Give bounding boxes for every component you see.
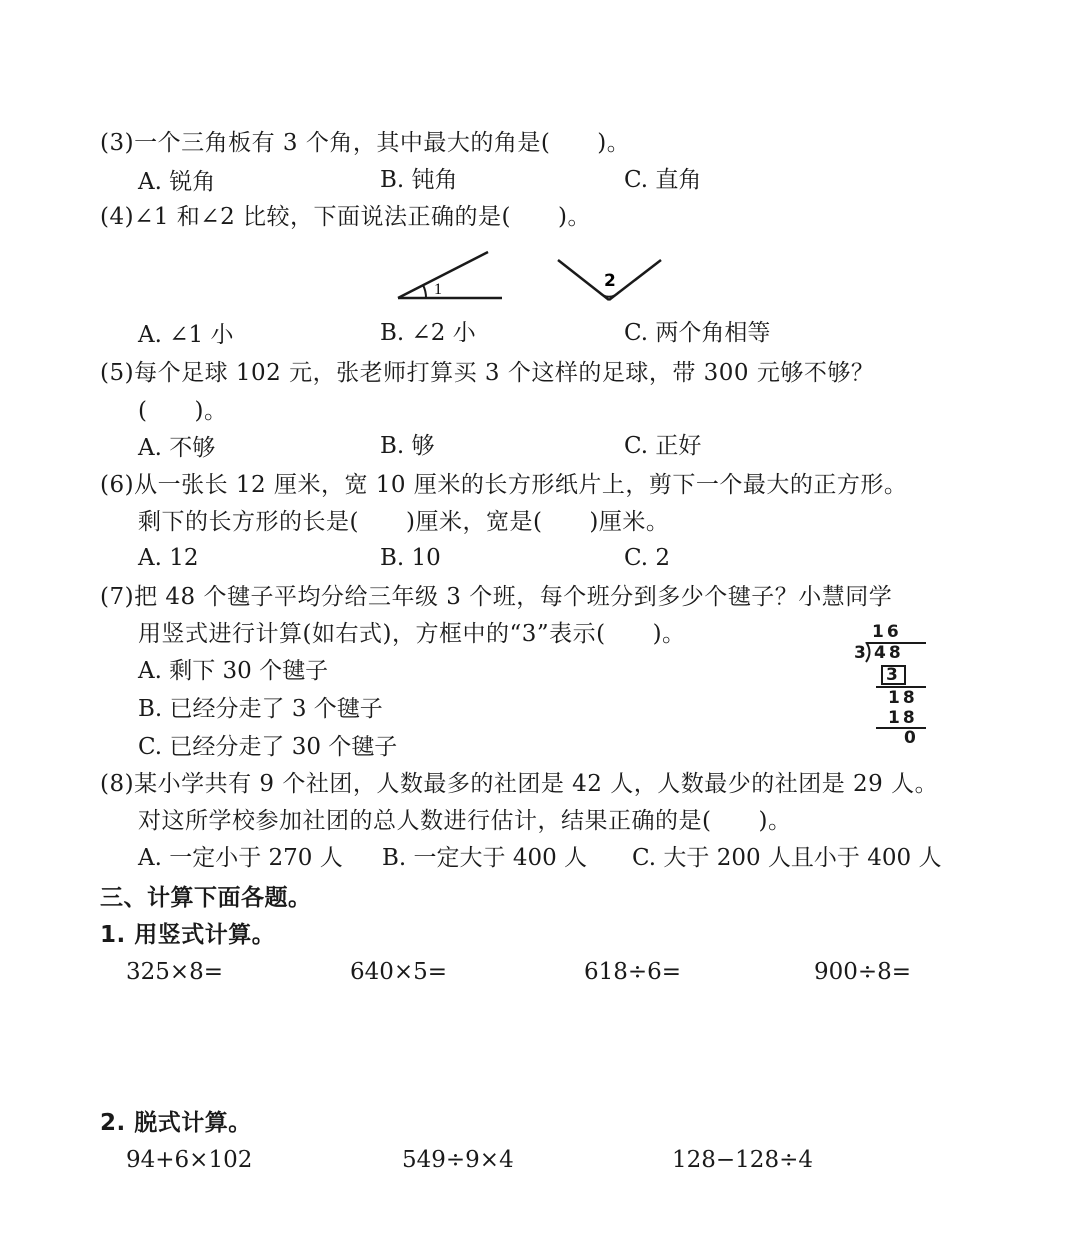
vertical-calc-item: 900÷8= xyxy=(814,959,912,985)
q7-stem-line2: 用竖式进行计算(如右式)，方框中的“3”表示( )。 xyxy=(138,621,686,647)
q6-stem-line2: 剩下的长方形的长是( )厘米，宽是( )厘米。 xyxy=(138,509,670,535)
q8-stem: (8)某小学共有 9 个社团，人数最多的社团是 42 人，人数最少的社团是 29 人。 xyxy=(100,771,939,797)
q4-option-a: A. ∠1 小 xyxy=(138,322,234,348)
q5-option-c: C. 正好 xyxy=(624,433,702,459)
division-remainder: 0 xyxy=(904,728,919,748)
q4-option-c: C. 两个角相等 xyxy=(624,320,771,346)
vertical-calc-item: 618÷6= xyxy=(584,959,682,985)
vertical-calc-item: 325×8= xyxy=(126,959,224,985)
q7-option-a: A. 剩下 30 个毽子 xyxy=(138,658,329,684)
q5-option-a: A. 不够 xyxy=(138,435,216,461)
angle-2-label: 2 xyxy=(604,271,616,291)
section-3-part-2-title: 2. 脱式计算。 xyxy=(100,1110,252,1136)
q6-option-a: A. 12 xyxy=(138,545,199,571)
section-3-title: 三、计算下面各题。 xyxy=(100,885,312,911)
stepwise-calc-item: 128−128÷4 xyxy=(672,1147,813,1173)
q5-blank: ( )。 xyxy=(138,398,228,424)
angle-1-label: 1 xyxy=(434,281,442,298)
q8-option-a: A. 一定小于 270 人 xyxy=(138,845,343,871)
q4-stem: (4)∠1 和∠2 比较，下面说法正确的是( )。 xyxy=(100,204,591,230)
stepwise-calc-item: 94+6×102 xyxy=(126,1147,253,1173)
division-step-2: 18 xyxy=(888,688,918,708)
q7-option-c: C. 已经分走了 30 个毽子 xyxy=(138,734,398,760)
q6-option-c: C. 2 xyxy=(624,545,671,571)
q8-stem-line2: 对这所学校参加社团的总人数进行估计，结果正确的是( )。 xyxy=(138,808,792,834)
division-divisor: 3 xyxy=(854,643,869,663)
division-dividend: 48 xyxy=(874,643,904,663)
q8-option-b: B. 一定大于 400 人 xyxy=(382,845,588,871)
q7-stem: (7)把 48 个毽子平均分给三年级 3 个班，每个班分到多少个毽子？小慧同学 xyxy=(100,584,893,610)
angle-2-figure xyxy=(555,256,665,304)
vertical-calc-item: 640×5= xyxy=(350,959,448,985)
q3-option-b: B. 钝角 xyxy=(380,167,458,193)
long-division-figure xyxy=(848,620,938,750)
q5-option-b: B. 够 xyxy=(380,433,435,459)
section-3-part-1-title: 1. 用竖式计算。 xyxy=(100,922,276,948)
division-quotient: 16 xyxy=(872,622,902,642)
q6-stem: (6)从一张长 12 厘米，宽 10 厘米的长方形纸片上，剪下一个最大的正方形。 xyxy=(100,472,908,498)
q4-option-b: B. ∠2 小 xyxy=(380,320,476,346)
division-boxed-step: 3 xyxy=(881,665,906,685)
q8-option-c: C. 大于 200 人且小于 400 人 xyxy=(632,845,942,871)
q3-option-c: C. 直角 xyxy=(624,167,702,193)
q6-option-b: B. 10 xyxy=(380,545,441,571)
q3-option-a: A. 锐角 xyxy=(138,169,216,195)
q5-stem: (5)每个足球 102 元，张老师打算买 3 个这样的足球，带 300 元够不够？ xyxy=(100,360,875,386)
angle-1-figure xyxy=(390,248,510,306)
q7-option-b: B. 已经分走了 3 个毽子 xyxy=(138,696,383,722)
stepwise-calc-item: 549÷9×4 xyxy=(402,1147,514,1173)
division-step-3: 18 xyxy=(888,708,918,728)
q3-stem: (3)一个三角板有 3 个角，其中最大的角是( )。 xyxy=(100,130,631,156)
